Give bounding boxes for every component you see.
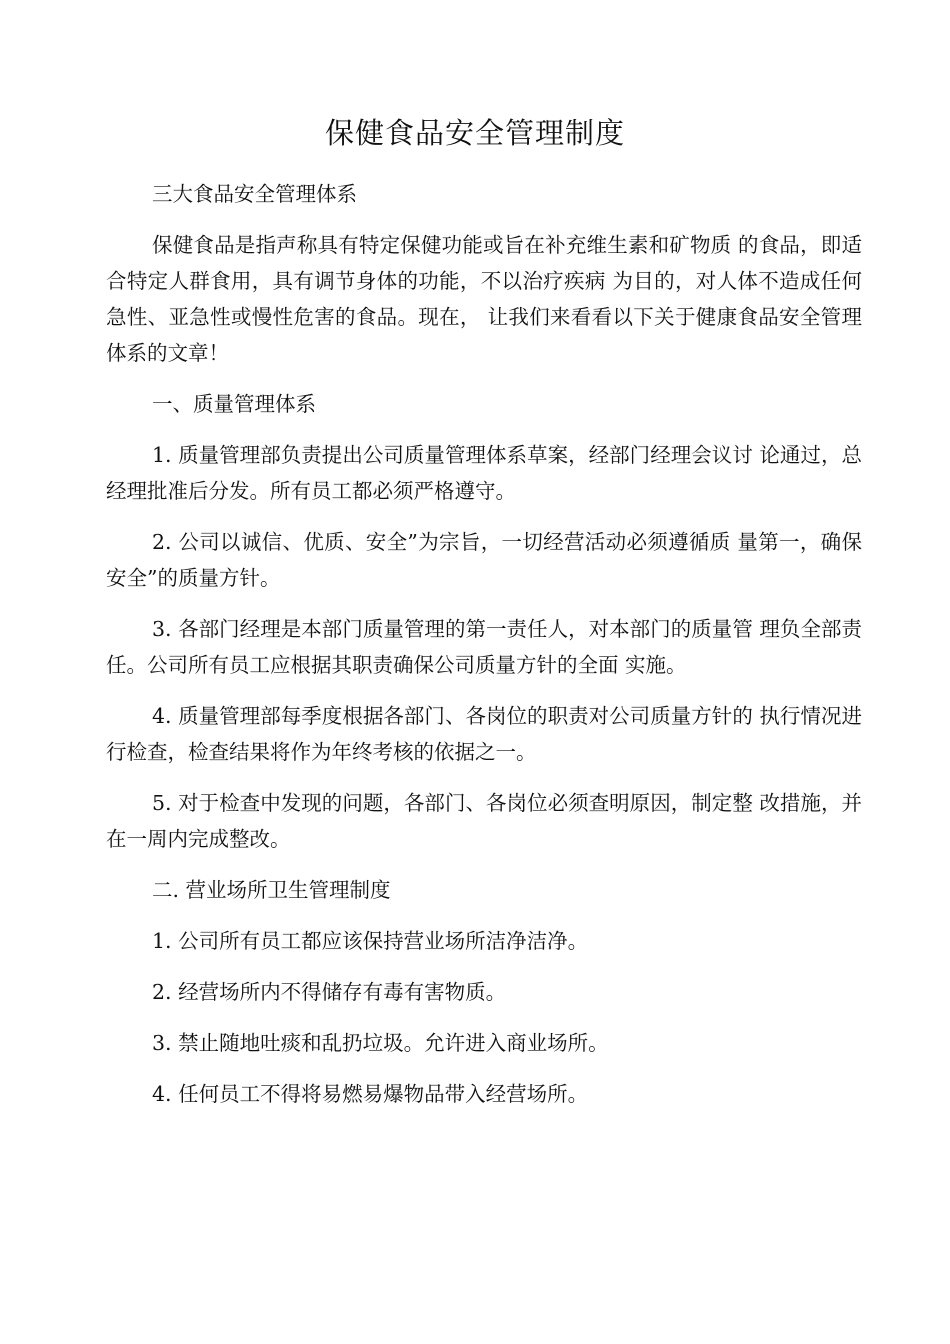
list-item: 3. 各部门经理是本部门质量管理的第一责任人，对本部门的质量管 理负全部责任。公司所有员工应根据其职责确保公司质量方针的全面 实施。 bbox=[106, 617, 862, 677]
list-item: 1. 质量管理部负责提出公司质量管理体系草案，经部门经理会议讨 论通过，总经理批准后分发。所有员工都必须严格遵守。 bbox=[106, 443, 862, 503]
intro-paragraph: 保健食品是指声称具有特定保健功能或旨在补充维生素和矿物质 的食品，即适合特定人群食用，具有调节身体的功能，不以治疗疾病 为目的，对人体不造成任何急性、亚急性或慢性危害的食品。现在， 让我们来看看以下关于健康食品安全管理体系的文章！ bbox=[106, 233, 862, 365]
list-item: 1. 公司所有员工都应该保持营业场所洁净洁净。 bbox=[152, 929, 589, 953]
list-item: 4. 质量管理部每季度根据各部门、各岗位的职责对公司质量方针的 执行情况进行检查，检查结果将作为年终考核的依据之一。 bbox=[106, 704, 862, 764]
list-item: 2. 经营场所内不得储存有毒有害物质。 bbox=[152, 980, 507, 1004]
section-heading: 一、质量管理体系 bbox=[152, 392, 316, 416]
list-item: 4. 任何员工不得将易燃易爆物品带入经营场所。 bbox=[152, 1082, 589, 1106]
section-heading: 三大食品安全管理体系 bbox=[152, 182, 357, 206]
list-item: 2. 公司以诚信、优质、安全”为宗旨，一切经营活动必须遵循质 量第一，确保安全”的质量方针。 bbox=[106, 530, 862, 590]
list-item: 5. 对于检查中发现的问题，各部门、各岗位必须查明原因，制定整 改措施，并在一周内完成整改。 bbox=[106, 791, 862, 851]
list-item: 3. 禁止随地吐痰和乱扔垃圾。允许进入商业场所。 bbox=[152, 1031, 609, 1055]
section-heading: 二. 营业场所卫生管理制度 bbox=[152, 878, 391, 902]
document-title: 保健食品安全管理制度 bbox=[324, 116, 625, 150]
document-body bbox=[106, 176, 862, 1112]
